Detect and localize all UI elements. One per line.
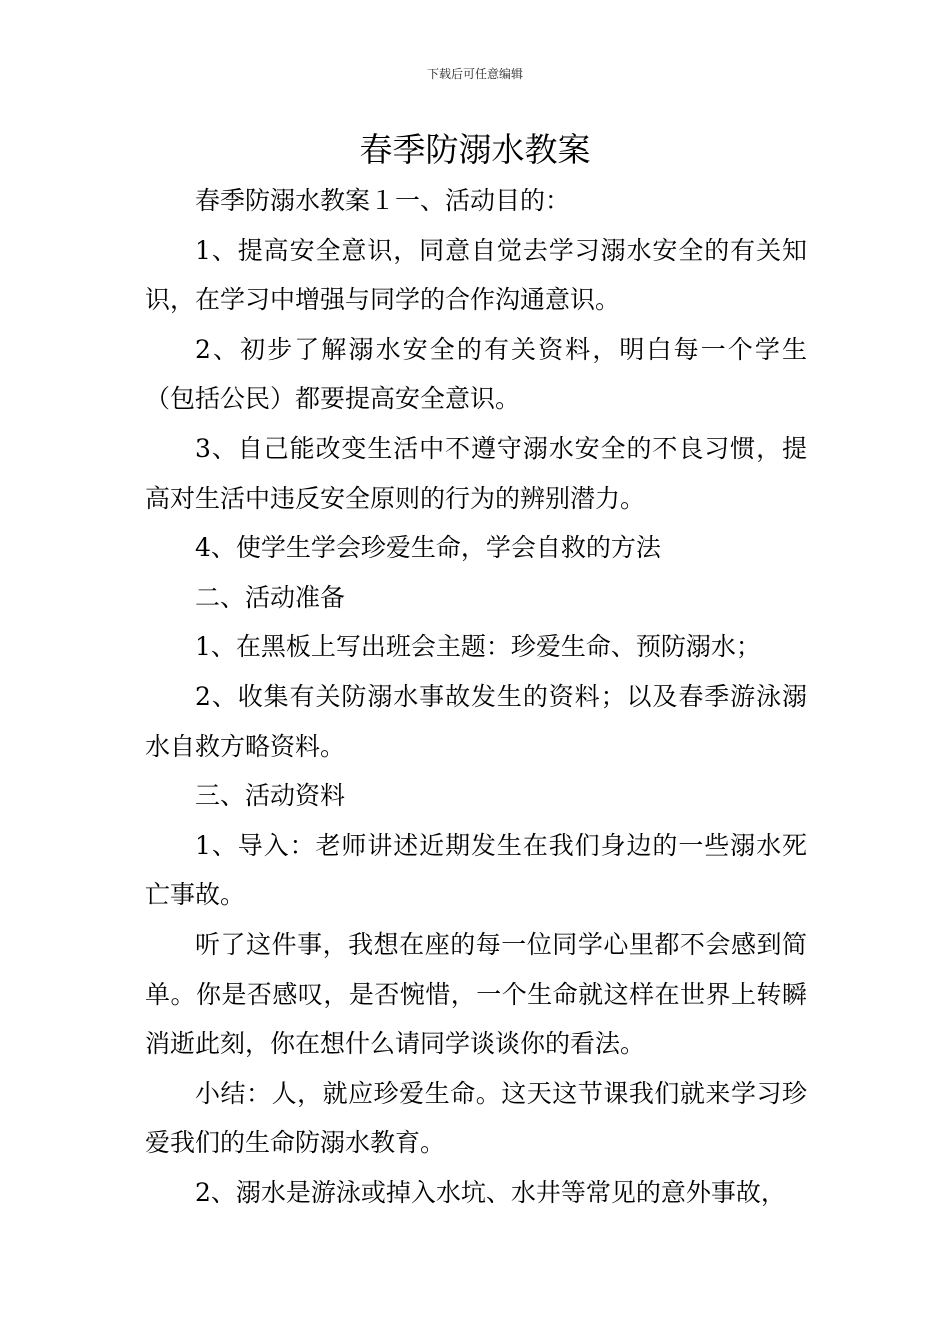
page-header-note: 下载后可任意编辑 (426, 67, 523, 81)
paragraph-activity-1: 1、导入：老师讲述近期发生在我们身边的一些溺水死亡事故。 (145, 830, 807, 910)
paragraph-goal-3: 3、自己能改变生活中不遵守溺水安全的不良习惯，提高对生活中违反安全原则的行为的辨别潜力。 (145, 433, 807, 513)
paragraph-goal-4: 4、使学生学会珍爱生命，学会自救的方法 (195, 533, 661, 563)
paragraph-intro: 春季防溺水教案１一、活动目的： (195, 186, 571, 215)
section-heading-materials: 三、活动资料 (195, 781, 346, 811)
paragraph-prep-1: 1、在黑板上写出班会主题：珍爱生命、预防溺水； (195, 632, 761, 662)
section-heading-preparation: 二、活动准备 (195, 582, 346, 612)
paragraph-activity-2: 2、溺水是游泳或掉入水坑、水井等常见的意外事故， (195, 1177, 786, 1207)
paragraph-summary: 小结：人，就应珍爱生命。这天这节课我们就来学习珍爱我们的生命防溺水教育。 (145, 1078, 807, 1158)
paragraph-reflection: 听了这件事，我想在座的每一位同学心里都不会感到简单。你是否感叹，是否惋惜，一个生命就这样在世界上转瞬消逝此刻，你在想什么请同学谈谈你的看法。 (145, 929, 807, 1059)
document-title: 春季防溺水教案 (359, 130, 591, 169)
document-body (145, 176, 807, 1217)
paragraph-goal-2: 2、初步了解溺水安全的有关资料，明白每一个学生（包括公民）都要提高安全意识。 (145, 334, 807, 414)
paragraph-prep-2: 2、收集有关防溺水事故发生的资料；以及春季游泳溺水自救方略资料。 (145, 681, 807, 761)
paragraph-goal-1: 1、提高安全意识，同意自觉去学习溺水安全的有关知识，在学习中增强与同学的合作沟通意识。 (145, 235, 807, 315)
